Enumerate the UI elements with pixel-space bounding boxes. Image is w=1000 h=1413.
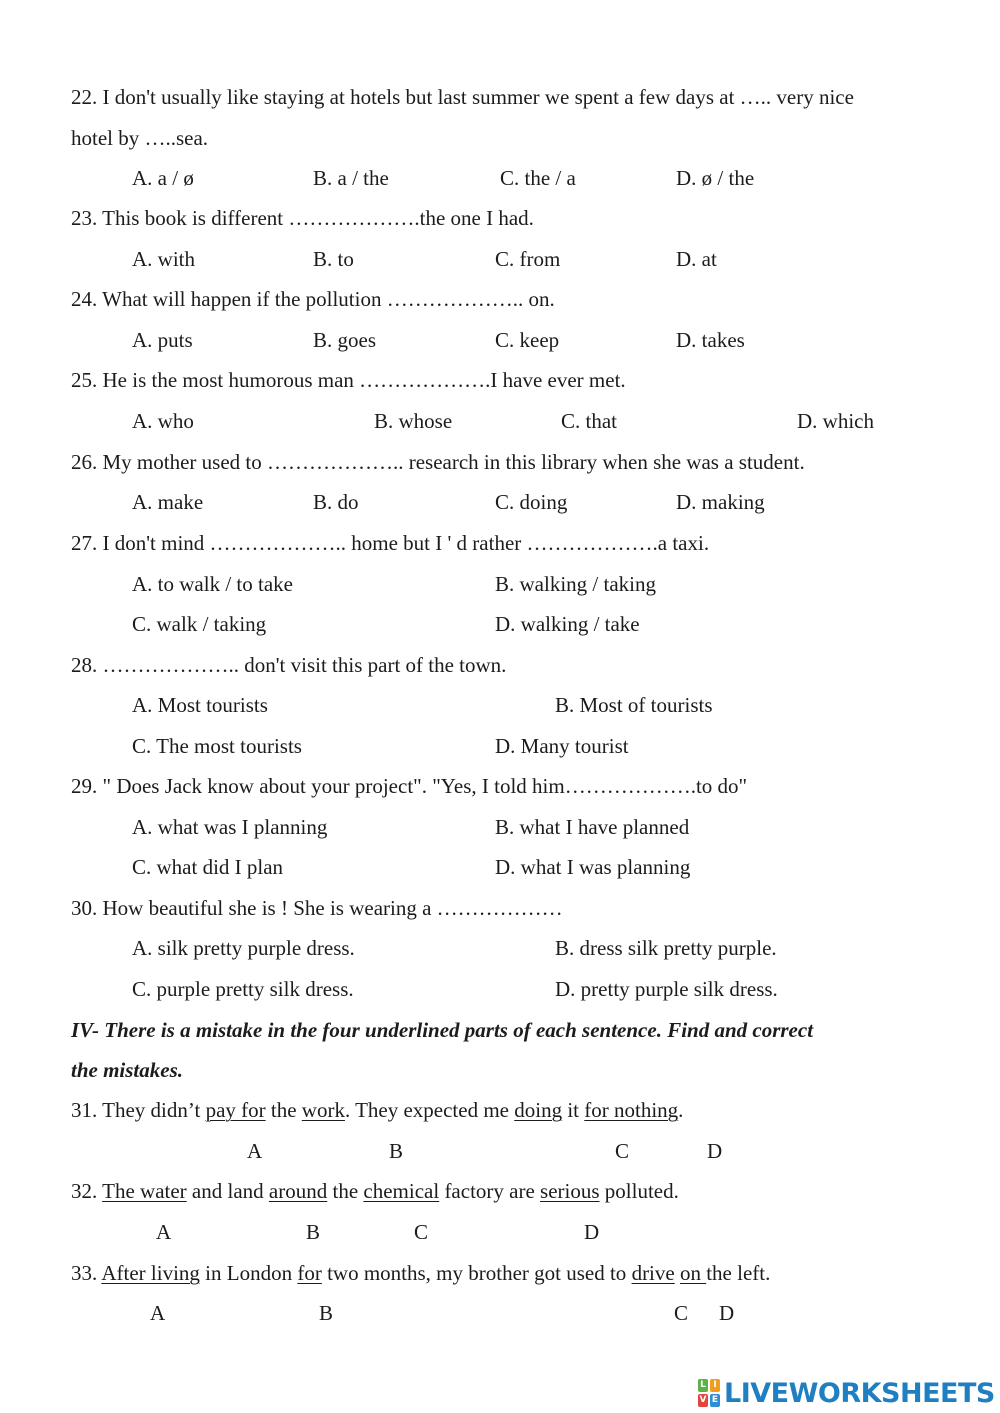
- logo-letter-e: E: [711, 1395, 719, 1405]
- q24-option-d: D. takes: [676, 328, 745, 352]
- q33-text: 33.: [71, 1261, 102, 1285]
- q32-text: 32.: [71, 1179, 103, 1203]
- q28-option-b: B. Most of tourists: [555, 693, 713, 717]
- q30-option-d: D. pretty purple silk dress.: [555, 977, 778, 1001]
- question-23: 23. This book is different ……………….the one I had.: [71, 206, 534, 230]
- question-30: 30. How beautiful she is ! She is wearing a ………………: [71, 896, 563, 920]
- q28-option-a: A. Most tourists: [132, 693, 268, 717]
- q30-option-b: B. dress silk pretty purple.: [555, 936, 777, 960]
- q30-option-a: A. silk pretty purple dress.: [132, 936, 355, 960]
- q33-underlined-d: on: [679, 1261, 707, 1285]
- q22-option-a: A. a / ø: [132, 166, 194, 190]
- q26-option-a: A. make: [132, 490, 204, 514]
- q31-underlined-a: pay for: [205, 1098, 266, 1122]
- q32-underlined-a: The water: [102, 1179, 187, 1203]
- q31-letter-c: C: [615, 1139, 630, 1163]
- question-22-line2: hotel by …..sea.: [71, 126, 209, 150]
- liveworksheets-logo[interactable]: [698, 1378, 995, 1408]
- logo-letter-l: L: [698, 1379, 708, 1392]
- q32-letter-b: B: [306, 1220, 321, 1244]
- q23-option-a: A. with: [132, 247, 195, 271]
- q25-option-b: B. whose: [374, 409, 453, 433]
- q32-letter-a: A: [156, 1220, 172, 1244]
- q31-text: . They expected me: [344, 1098, 515, 1122]
- q33-underlined-a: After living: [101, 1261, 200, 1285]
- q31-underlined-d: for nothing: [584, 1098, 679, 1122]
- section-4-heading-line2: the mistakes.: [71, 1058, 184, 1082]
- q29-option-d: D. what I was planning: [495, 855, 691, 879]
- q29-option-b: B. what I have planned: [495, 815, 690, 839]
- q28-option-c: C. The most tourists: [132, 734, 302, 758]
- q23-option-b: B. to: [313, 247, 354, 271]
- q30-option-c: C. purple pretty silk dress.: [132, 977, 354, 1001]
- question-24: 24. What will happen if the pollution ……………….. on.: [71, 287, 555, 311]
- question-25: 25. He is the most humorous man ……………….I have ever met.: [71, 368, 626, 392]
- liveworksheets-logo-icon: [698, 1379, 720, 1407]
- q32-underlined-d: serious: [540, 1179, 600, 1203]
- q32-text: and land: [186, 1179, 269, 1203]
- q25-option-d: D. which: [797, 409, 874, 433]
- question-29: 29. " Does Jack know about your project". "Yes, I told him……………….to do": [71, 774, 748, 798]
- q32-underlined-c: chemical: [363, 1179, 440, 1203]
- q26-option-c: C. doing: [495, 490, 568, 514]
- question-26: 26. My mother used to ……………….. research in this library when she was a student.: [71, 450, 805, 474]
- q33-text: in London: [199, 1261, 298, 1285]
- q24-option-b: B. goes: [313, 328, 376, 352]
- q27-option-a: A. to walk / to take: [132, 572, 293, 596]
- question-32: [71, 1181, 679, 1202]
- q32-letter-c: C: [414, 1220, 429, 1244]
- q32-letter-d: D: [584, 1220, 600, 1244]
- q33-letter-a: A: [150, 1301, 166, 1325]
- q31-text: 31. They didn’t: [71, 1098, 206, 1122]
- q22-option-c: C. the / a: [500, 166, 576, 190]
- question-33: [71, 1263, 770, 1284]
- q32-underlined-b: around: [268, 1179, 328, 1203]
- q23-option-c: C. from: [495, 247, 561, 271]
- q27-option-d: D. walking / take: [495, 612, 640, 636]
- question-28: 28. ……………….. don't visit this part of the town.: [71, 653, 507, 677]
- logo-letter-i: I: [710, 1379, 720, 1392]
- q33-letter-b: B: [319, 1301, 334, 1325]
- q23-option-d: D. at: [676, 247, 717, 271]
- q31-letter-b: B: [389, 1139, 404, 1163]
- question-22-line1: 22. I don't usually like staying at hotels but last summer we spent a few days at ….. very nice: [71, 85, 854, 109]
- q24-option-a: A. puts: [132, 328, 193, 352]
- liveworksheets-logo-text: LIVEWORKSHEETS: [724, 1377, 995, 1409]
- q24-option-c: C. keep: [495, 328, 560, 352]
- q31-letter-a: A: [247, 1139, 263, 1163]
- q33-text: two months, my brother got used to: [321, 1261, 632, 1285]
- q27-option-b: B. walking / taking: [495, 572, 656, 596]
- q33-text: the left.: [706, 1261, 771, 1285]
- q22-option-b: B. a / the: [313, 166, 389, 190]
- q33-underlined-b: for: [297, 1261, 322, 1285]
- section-4-heading-line1: IV- There is a mistake in the four underlined parts of each sentence. Find and correct: [71, 1018, 814, 1042]
- q25-option-c: C. that: [561, 409, 617, 433]
- q25-option-a: A. who: [132, 409, 194, 433]
- logo-letter-v: V: [699, 1395, 707, 1405]
- q26-option-d: D. making: [676, 490, 765, 514]
- q32-text: the: [327, 1179, 364, 1203]
- q33-underlined-c: drive: [631, 1261, 675, 1285]
- q27-option-c: C. walk / taking: [132, 612, 267, 636]
- q33-letter-c: C: [674, 1301, 689, 1325]
- q31-text: it: [562, 1098, 585, 1122]
- q32-text: factory are: [439, 1179, 541, 1203]
- q31-text: .: [678, 1098, 684, 1122]
- q31-letter-d: D: [707, 1139, 723, 1163]
- q33-letter-d: D: [719, 1301, 735, 1325]
- question-31: [71, 1100, 683, 1121]
- q31-underlined-b: work: [301, 1098, 345, 1122]
- q31-text: the: [265, 1098, 302, 1122]
- q29-option-c: C. what did I plan: [132, 855, 284, 879]
- q32-text: polluted.: [599, 1179, 679, 1203]
- q29-option-a: A. what was I planning: [132, 815, 328, 839]
- q31-underlined-c: doing: [514, 1098, 563, 1122]
- question-27: 27. I don't mind ……………….. home but I ' d rather ……………….a taxi.: [71, 531, 710, 555]
- q22-option-d: D. ø / the: [676, 166, 755, 190]
- q28-option-d: D. Many tourist: [495, 734, 629, 758]
- q26-option-b: B. do: [313, 490, 359, 514]
